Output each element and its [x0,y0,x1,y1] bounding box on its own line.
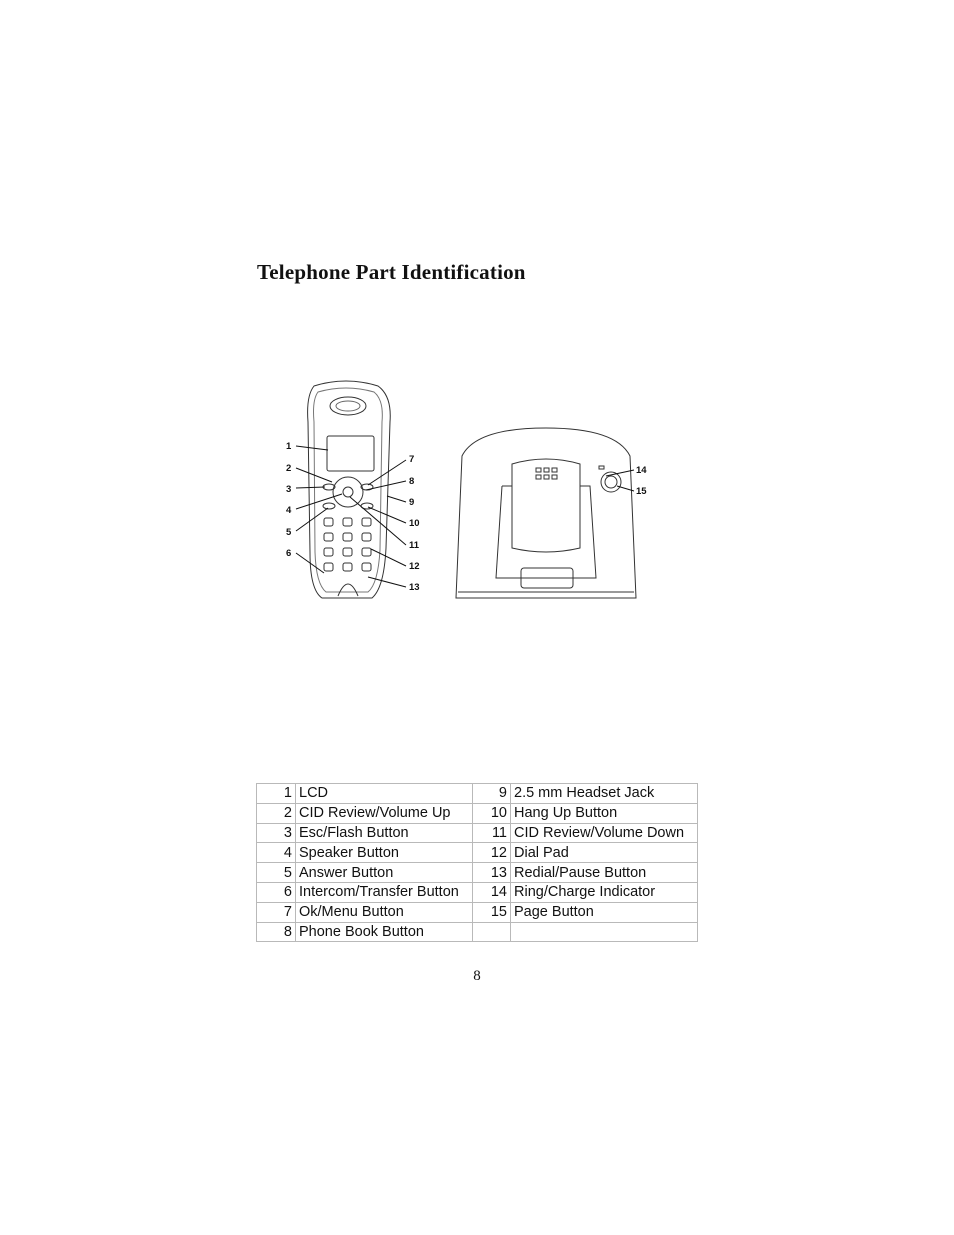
part-number: 5 [257,863,296,883]
callout-12: 12 [409,561,420,572]
part-number: 9 [473,784,511,804]
part-number: 12 [473,843,511,863]
part-number: 7 [257,902,296,922]
handset-lcd [327,436,374,471]
earpiece-inner [336,401,360,411]
callout-11: 11 [409,540,420,551]
part-number: 1 [257,784,296,804]
part-number: 6 [257,882,296,902]
part-number: 13 [473,863,511,883]
navigation-ring [333,477,363,507]
part-name: Hang Up Button [511,803,698,823]
part-name: Ok/Menu Button [296,902,473,922]
part-number [473,922,511,942]
part-name: 2.5 mm Headset Jack [511,784,698,804]
part-name: Dial Pad [511,843,698,863]
page-number: 8 [473,968,481,984]
talk-key [323,503,335,509]
table-row [257,784,698,804]
phone-diagram [276,378,666,610]
part-name [511,922,698,942]
part-name: Esc/Flash Button [296,823,473,843]
part-name: Redial/Pause Button [511,863,698,883]
callout-3: 3 [286,484,292,495]
cradle-well [496,486,596,578]
table-row [257,843,698,863]
table-row [257,803,698,823]
callout-13: 13 [409,582,420,593]
part-number: 15 [473,902,511,922]
callout-1: 1 [286,441,292,452]
base-outline [456,428,636,598]
handset-inner-outline [314,388,383,592]
callout-14: 14 [636,465,647,476]
callout-7: 7 [409,454,415,465]
callout-6: 6 [286,548,292,559]
callout-5: 5 [286,527,292,538]
part-number: 14 [473,882,511,902]
table-row [257,823,698,843]
cradle [512,459,580,552]
phone-diagram-svg [276,378,666,610]
callout-2: 2 [286,463,292,474]
table-row [257,902,698,922]
parts-table [256,783,698,942]
part-name: CID Review/Volume Up [296,803,473,823]
base-keypad [536,468,557,479]
part-name: Page Button [511,902,698,922]
navigation-center [343,487,353,497]
microphone [338,584,358,596]
part-name: Phone Book Button [296,922,473,942]
part-number: 11 [473,823,511,843]
part-name: Ring/Charge Indicator [511,882,698,902]
dial-pad-keys [324,518,371,571]
page-button [605,476,617,488]
part-name: LCD [296,784,473,804]
table-row [257,882,698,902]
callout-9: 9 [409,497,415,508]
page-title: Telephone Part Identification [257,260,526,284]
charge-indicator [599,466,604,469]
callout-4: 4 [286,505,292,516]
callout-10: 10 [409,518,420,529]
part-number: 2 [257,803,296,823]
part-name: Intercom/Transfer Button [296,882,473,902]
part-number: 4 [257,843,296,863]
handset-outline [308,381,391,598]
table-row [257,922,698,942]
part-name: CID Review/Volume Down [511,823,698,843]
part-number: 10 [473,803,511,823]
part-name: Answer Button [296,863,473,883]
earpiece [330,397,366,415]
part-number: 8 [257,922,296,942]
part-name: Speaker Button [296,843,473,863]
part-number: 3 [257,823,296,843]
table-row [257,863,698,883]
callout-8: 8 [409,476,415,487]
callout-15: 15 [636,486,647,497]
